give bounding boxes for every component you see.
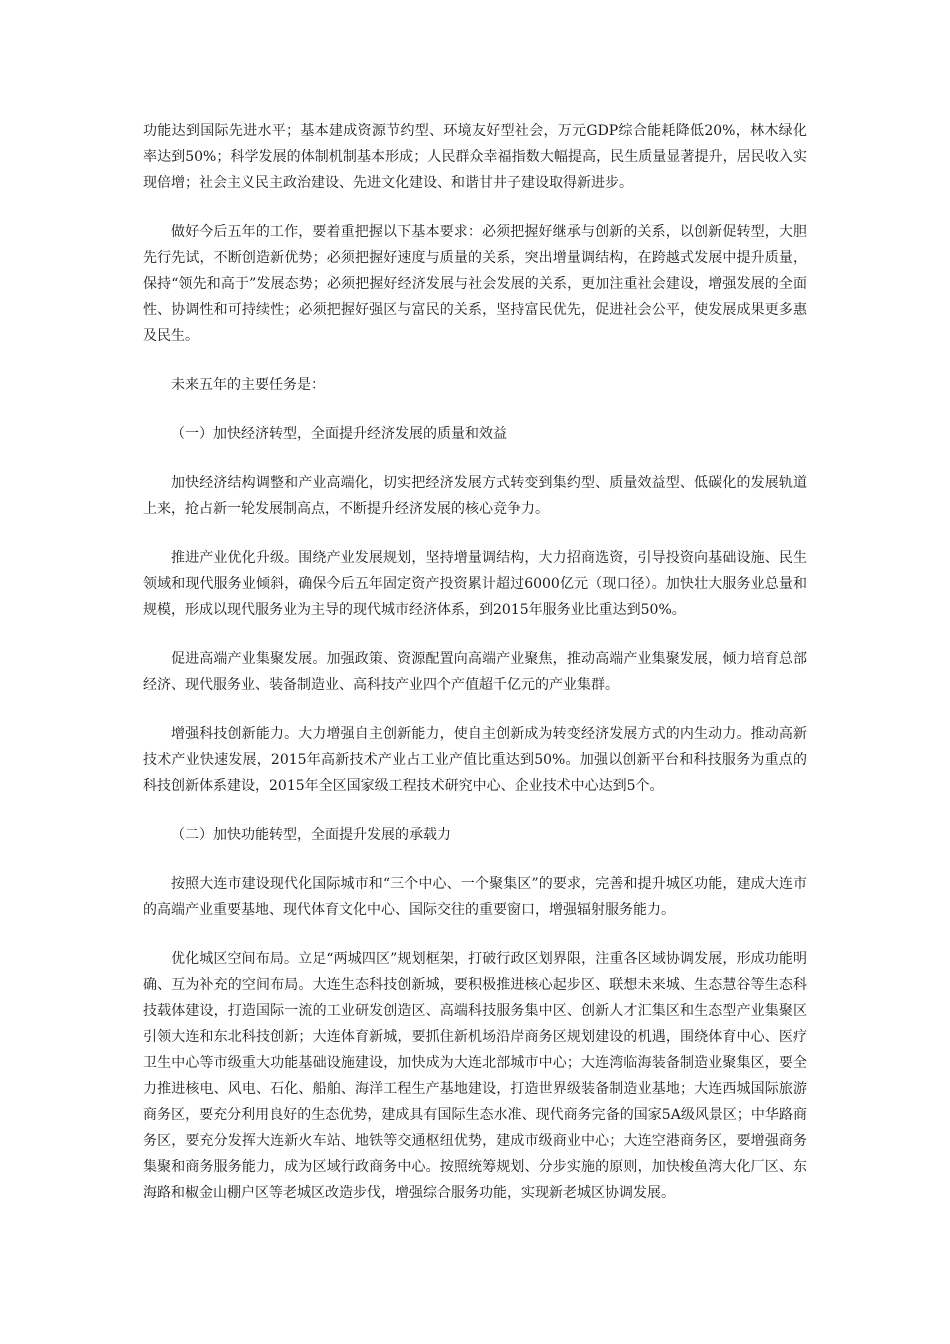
paragraph-tech-innovation: 增强科技创新能力。大力增强自主创新能力，使自主创新成为转变经济发展方式的内生动力。推动高新技术产业快速发展，2015年高新技术产业占工业产值比重达到50%。加强以创新平台和科技服务为重点的科技创新体系建设，2015年全区国家级工程技术研究中心、企业技术中心达到5个。 — [143, 726, 807, 794]
paragraph-economic-structure: 加快经济结构调整和产业高端化，切实把经济发展方式转变到集约型、质量效益型、低碳化的发展轨道上来，抢占新一轮发展制高点，不断提升经济发展的核心竞争力。 — [143, 475, 807, 517]
paragraph-city-function: 按照大连市建设现代化国际城市和“三个中心、一个聚集区”的要求，完善和提升城区功能，建成大连市的高端产业重要基地、现代体育文化中心、国际交往的重要窗口，增强辐射服务能力。 — [143, 876, 807, 918]
paragraph-high-end-industry: 促进高端产业集聚发展。加强政策、资源配置向高端产业聚焦，推动高端产业集聚发展，倾力培育总部经济、现代服务业、装备制造业、高科技产业四个产值超千亿元的产业集群。 — [143, 651, 807, 693]
document-page — [143, 118, 807, 1229]
paragraph-continued-goals: 功能达到国际先进水平；基本建成资源节约型、环境友好型社会，万元GDP综合能耗降低20%，林木绿化率达到50%；科学发展的体制机制基本形成；人民群众幸福指数大幅提高，民生质量显著提升，居民收入实现倍增；社会主义民主政治建设、先进文化建设、和谐甘井子建设取得新进步。 — [143, 123, 807, 191]
section-heading-function-transformation: （二）加快功能转型，全面提升发展的承载力 — [171, 827, 451, 843]
paragraph-main-tasks-intro: 未来五年的主要任务是： — [171, 377, 325, 393]
section-heading-economic-transformation: （一）加快经济转型，全面提升经济发展的质量和效益 — [171, 426, 507, 442]
paragraph-basic-requirements: 做好今后五年的工作，要着重把握以下基本要求：必须把握好继承与创新的关系，以创新促转型，大胆先行先试，不断创造新优势；必须把握好速度与质量的关系，突出增量调结构，在跨越式发展中提升质量，保持“领先和高于”发展态势；必须把握好经济发展与社会发展的关系，更加注重社会建设，增强发展的全面性、协调性和可持续性；必须把握好强区与富民的关系，坚持富民优先，促进社会公平，使发展成果更多惠及民生。 — [143, 224, 807, 344]
paragraph-spatial-layout: 优化城区空间布局。立足“两城四区”规划框架，打破行政区划界限，注重各区域协调发展，形成功能明确、互为补充的空间布局。大连生态科技创新城，要积极推进核心起步区、联想未来城、生态慧谷等生态科技载体建设，打造国际一流的工业研发创造区、高端科技服务集中区、创新人才汇集区和生态型产业集聚区引领大连和东北科技创新；大连体育新城，要抓住新机场沿岸商务区规划建设的机遇，围绕体育中心、医疗卫生中心等市级重大功能基础设施建设，加快成为大连北部城市中心；大连湾临海装备制造业聚集区，要全力推进核电、风电、石化、船舶、海洋工程生产基地建设，打造世界级装备制造业基地；大连西城国际旅游商务区，要充分利用良好的生态优势，建成具有国际生态水准、现代商务完备的国家5A级风景区；中华路商务区，要充分发挥大连新火车站、地铁等交通枢纽优势，建成市级商业中心；大连空港商务区，要增强商务集聚和商务服务能力，成为区域行政商务中心。按照统筹规划、分步实施的原则，加快梭鱼湾大化厂区、东海路和椒金山棚户区等老城区改造步伐，增强综合服务功能，实现新老城区协调发展。 — [143, 951, 807, 1201]
paragraph-industry-upgrade: 推进产业优化升级。围绕产业发展规划，坚持增量调结构，大力招商选资，引导投资向基础设施、民生领域和现代服务业倾斜，确保今后五年固定资产投资累计超过6000亿元（现口径）。加快壮大服务业总量和规模，形成以现代服务业为主导的现代城市经济体系，到2015年服务业比重达到50%。 — [143, 550, 807, 618]
